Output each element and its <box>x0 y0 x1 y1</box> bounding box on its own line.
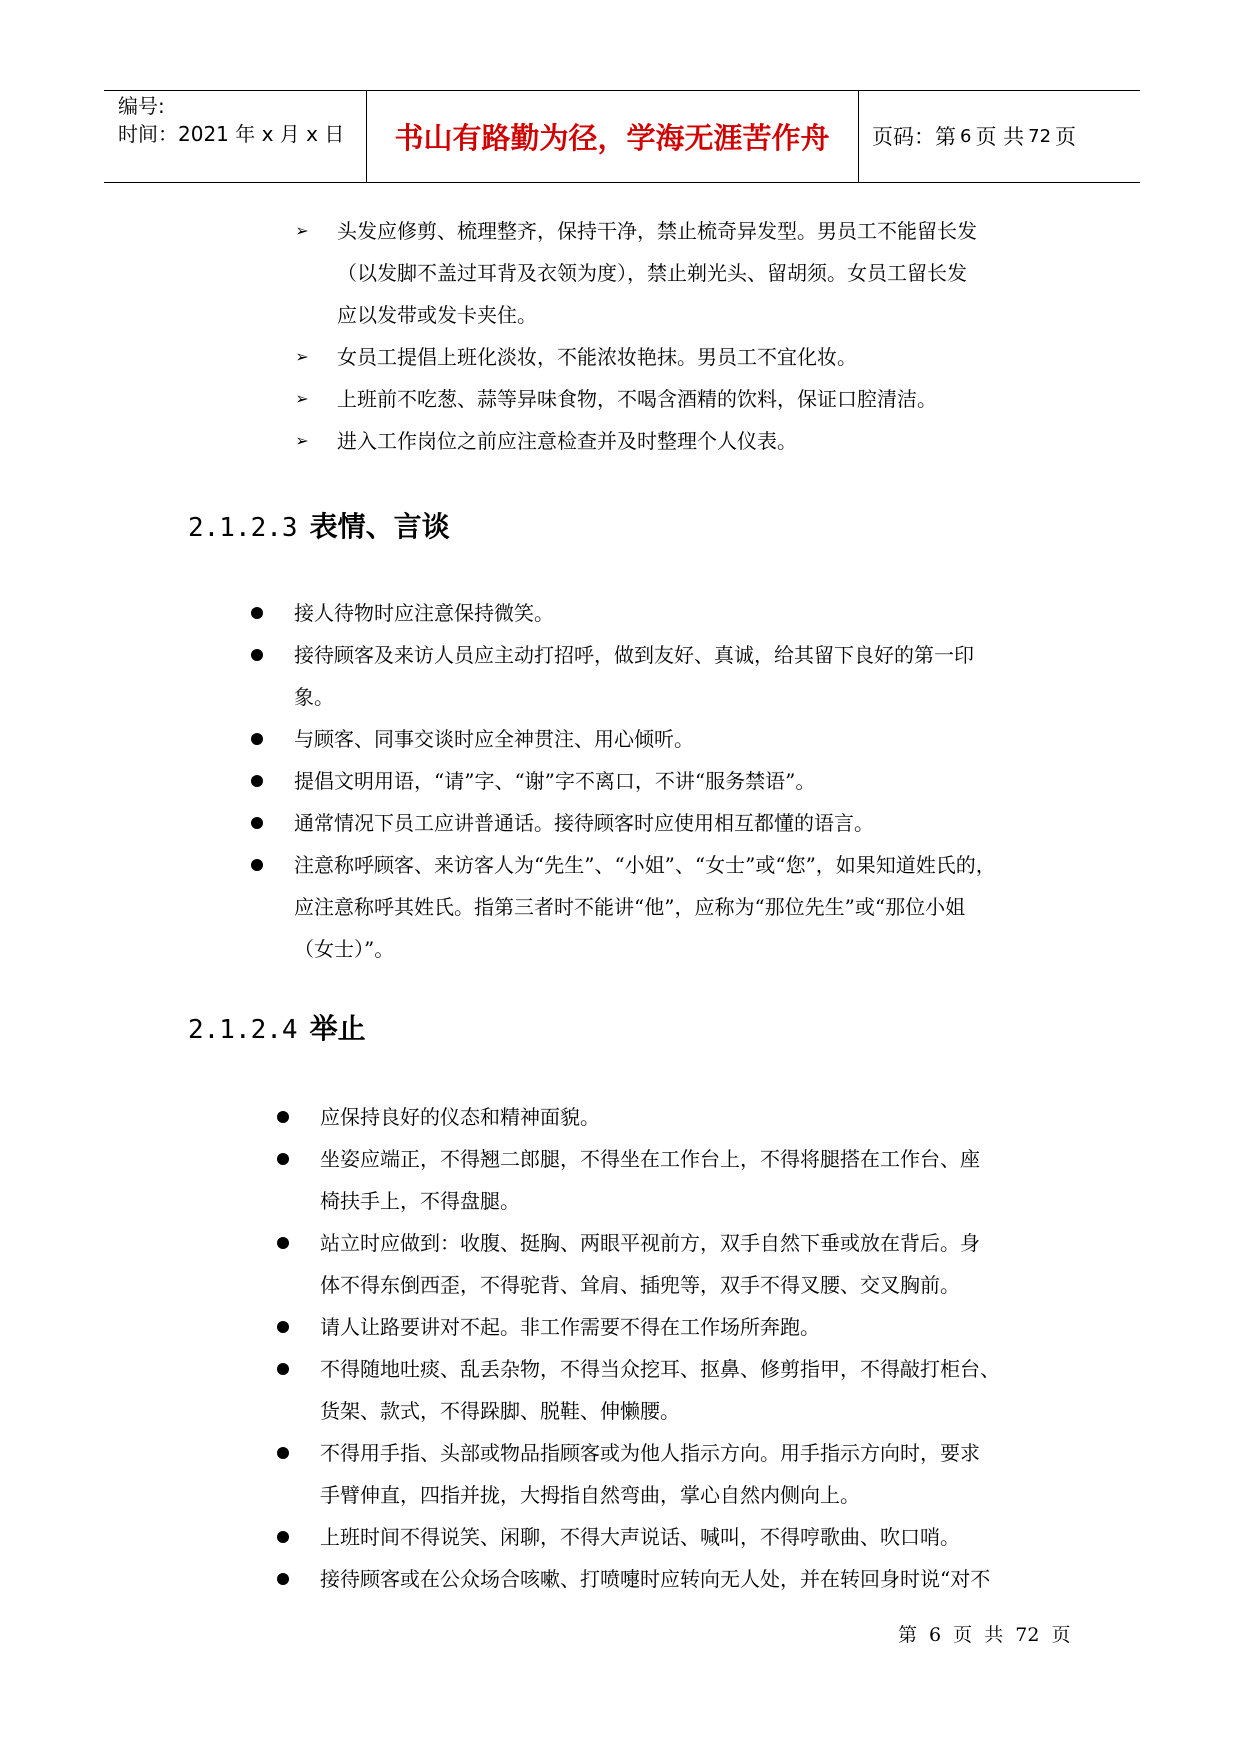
header-divider-right <box>858 90 859 182</box>
list-item-line: （女士）”。 <box>294 937 395 961</box>
list-item-line: 不得用手指、头部或物品指顾客或为他人指示方向。用手指示方向时，要求 <box>320 1441 980 1465</box>
list-item-line: 应保持良好的仪态和精神面貌。 <box>320 1105 600 1129</box>
dot-bullet-icon <box>251 859 263 871</box>
list-item <box>0 1096 1241 1138</box>
page-total: 72 <box>1028 125 1052 147</box>
list-item <box>0 760 1241 802</box>
list-item <box>0 420 1241 462</box>
list-item <box>0 210 1241 336</box>
list-item-line: 坐姿应端正，不得翘二郎腿，不得坐在工作台上，不得将腿搭在工作台、座 <box>320 1147 980 1171</box>
page-current: 6 <box>960 125 972 147</box>
list-item-line: 接人待物时应注意保持微笑。 <box>294 601 554 625</box>
list-item-line: 与顾客、同事交谈时应全神贯注、用心倾听。 <box>294 727 694 751</box>
list-item <box>0 1516 1241 1558</box>
list-item <box>0 1348 1241 1432</box>
page-end-label: 页 <box>1055 125 1077 149</box>
list-item-line: （以发脚不盖过耳背及衣领为度），禁止剃光头、留胡须。女员工留长发 <box>337 261 967 285</box>
section-title: 举止 <box>309 1012 366 1045</box>
list-item <box>0 1222 1241 1306</box>
list-item <box>0 336 1241 378</box>
dot-bullet-icon <box>251 733 263 745</box>
list-item-line: 不得随地吐痰、乱丢杂物，不得当众挖耳、抠鼻、修剪指甲，不得敲打柜台、 <box>320 1357 1000 1381</box>
dot-bullet-icon <box>277 1531 289 1543</box>
header-page-info <box>872 90 1076 182</box>
arrow-bullet-icon: ➢ <box>295 389 309 408</box>
list-item-line: 应以发带或发卡夹住。 <box>337 303 537 327</box>
list-item <box>0 718 1241 760</box>
list-item-line: 椅扶手上，不得盘腿。 <box>320 1189 520 1213</box>
list-item <box>0 1432 1241 1516</box>
dot-bullet-icon <box>277 1363 289 1375</box>
document-number-label: 编号: <box>118 94 165 118</box>
list-item-line: 接待顾客及来访人员应主动打招呼，做到友好、真诚，给其留下良好的第一印 <box>294 643 974 667</box>
list-item <box>0 634 1241 718</box>
list-item-line: 上班时间不得说笑、闲聊，不得大声说话、喊叫，不得哼歌曲、吹口哨。 <box>320 1525 960 1549</box>
section-number: 2.1.2.3 <box>188 513 298 543</box>
list-item <box>0 802 1241 844</box>
section-number: 2.1.2.4 <box>188 1015 298 1045</box>
list-item-line: 通常情况下员工应讲普通话。接待顾客时应使用相互都懂的语言。 <box>294 811 874 835</box>
arrow-bullet-icon: ➢ <box>295 347 309 366</box>
dot-bullet-icon <box>251 775 263 787</box>
list-item <box>0 592 1241 634</box>
dot-bullet-icon <box>251 649 263 661</box>
dot-bullet-icon <box>251 817 263 829</box>
arrow-bullet-icon: ➢ <box>295 221 309 240</box>
section-heading <box>188 505 450 545</box>
list-item-line: 上班前不吃葱、蒜等异味食物，不喝含酒精的饮料，保证口腔清洁。 <box>337 387 937 411</box>
list-item-line: 应注意称呼其姓氏。指第三者时不能讲“他”，应称为“那位先生”或“那位小姐 <box>294 895 966 919</box>
list-item-line: 注意称呼顾客、来访客人为“先生”、“小姐”、“女士”或“您”，如果知道姓氏的， <box>294 853 996 877</box>
dot-bullet-icon <box>277 1447 289 1459</box>
list-item-line: 象。 <box>294 685 334 709</box>
dot-bullet-icon <box>277 1321 289 1333</box>
list-item-line: 进入工作岗位之前应注意检查并及时整理个人仪表。 <box>337 429 797 453</box>
list-item <box>0 844 1241 970</box>
dot-bullet-icon <box>277 1111 289 1123</box>
dot-bullet-icon <box>277 1153 289 1165</box>
dot-bullet-icon <box>251 607 263 619</box>
list-item <box>0 1138 1241 1222</box>
header-meta <box>118 92 344 148</box>
list-item-line: 头发应修剪、梳理整齐，保持干净，禁止梳奇异发型。男员工不能留长发 <box>337 219 977 243</box>
section-heading <box>188 1007 366 1047</box>
page-footer: 第 6 页 共 72 页 <box>898 1624 1071 1646</box>
dot-bullet-icon <box>277 1573 289 1585</box>
list-item-line: 货架、款式，不得跺脚、脱鞋、伸懒腰。 <box>320 1399 680 1423</box>
page-mid-label: 页 共 <box>975 125 1025 149</box>
header-motto: 书山有路勤为径，学海无涯苦作舟 <box>394 120 830 155</box>
list-item-line: 体不得东倒西歪，不得驼背、耸肩、插兜等，双手不得叉腰、交叉胸前。 <box>320 1273 960 1297</box>
page-label: 页码：第 <box>872 125 956 149</box>
section-title: 表情、言谈 <box>309 510 450 543</box>
list-item-line: 提倡文明用语，“请”字、“谢”字不离口，不讲“服务禁语”。 <box>294 769 816 793</box>
list-item <box>0 1558 1241 1600</box>
header-bottom-rule <box>104 182 1140 183</box>
list-item <box>0 1306 1241 1348</box>
arrow-bullet-icon: ➢ <box>295 431 309 450</box>
list-item-line: 请人让路要讲对不起。非工作需要不得在工作场所奔跑。 <box>320 1315 820 1339</box>
dot-bullet-icon <box>277 1237 289 1249</box>
document-time-label: 时间：2021 年 x 月 x 日 <box>118 122 345 146</box>
list-item-line: 站立时应做到：收腹、挺胸、两眼平视前方，双手自然下垂或放在背后。身 <box>320 1231 980 1255</box>
list-item <box>0 378 1241 420</box>
list-item-line: 女员工提倡上班化淡妆，不能浓妆艳抹。男员工不宜化妆。 <box>337 345 857 369</box>
list-item-line: 手臂伸直，四指并拢，大拇指自然弯曲，掌心自然内侧向上。 <box>320 1483 860 1507</box>
list-item-line: 接待顾客或在公众场合咳嗽、打喷嚏时应转向无人处，并在转回身时说“对不 <box>320 1567 991 1591</box>
